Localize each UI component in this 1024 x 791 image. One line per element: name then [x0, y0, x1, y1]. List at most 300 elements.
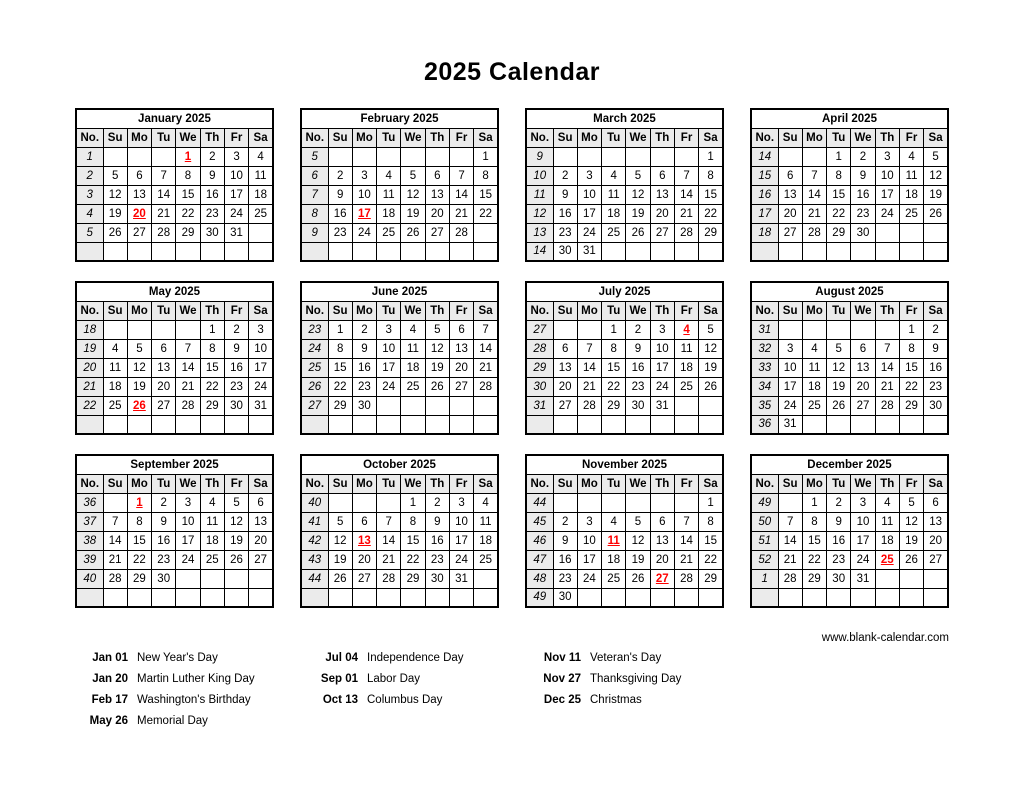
day-cell [577, 493, 601, 512]
day-cell [328, 242, 352, 261]
day-cell: 16 [352, 358, 376, 377]
weekday-header: Mo [352, 128, 376, 147]
month-title: March 2025 [526, 109, 723, 128]
weekday-header: We [401, 474, 425, 493]
day-cell [425, 147, 449, 166]
week-row [76, 415, 273, 434]
day-cell: 18 [602, 550, 626, 569]
watermark-link[interactable]: www.blank-calendar.com [821, 632, 949, 644]
day-cell: 11 [674, 339, 698, 358]
weekday-header: Mo [127, 301, 151, 320]
week-number: 43 [301, 550, 328, 569]
day-cell [401, 415, 425, 434]
weekday-header: We [851, 128, 875, 147]
day-cell: 22 [474, 204, 498, 223]
week-row [526, 242, 723, 261]
day-cell: 8 [699, 166, 723, 185]
month-title: October 2025 [301, 455, 498, 474]
day-cell: 11 [602, 185, 626, 204]
day-cell [674, 147, 698, 166]
holiday-name: Christmas [590, 694, 642, 706]
holiday-date: Oct 13 [322, 694, 358, 706]
weekday-header: Su [778, 128, 802, 147]
week-number: 30 [526, 377, 553, 396]
month-calendar [750, 454, 949, 608]
day-cell [103, 242, 127, 261]
day-cell: 14 [577, 358, 601, 377]
day-cell [674, 415, 698, 434]
day-cell: 4 [899, 147, 923, 166]
day-cell: 22 [127, 550, 151, 569]
weekday-header: Sa [924, 474, 948, 493]
day-cell: 27 [152, 396, 176, 415]
day-cell: 6 [851, 339, 875, 358]
weekday-header: Fr [674, 128, 698, 147]
holiday-day-cell: 27 [650, 569, 674, 588]
week-number: 27 [526, 320, 553, 339]
weekday-header: We [176, 474, 200, 493]
day-cell [827, 588, 851, 607]
weekday-header-row [301, 474, 498, 493]
day-cell: 5 [401, 166, 425, 185]
day-cell: 17 [650, 358, 674, 377]
day-cell: 23 [851, 204, 875, 223]
week-row [301, 550, 498, 569]
week-number: 4 [76, 204, 103, 223]
holiday-day-cell: 20 [127, 204, 151, 223]
day-cell: 7 [474, 320, 498, 339]
day-cell: 22 [699, 204, 723, 223]
weekday-header-row [526, 301, 723, 320]
day-cell: 28 [176, 396, 200, 415]
day-cell: 16 [924, 358, 948, 377]
day-cell: 14 [674, 185, 698, 204]
day-cell: 28 [449, 223, 473, 242]
day-cell: 24 [352, 223, 376, 242]
week-row [301, 147, 498, 166]
day-cell [899, 569, 923, 588]
week-number-header: No. [526, 301, 553, 320]
day-cell: 10 [577, 185, 601, 204]
month-title-row [301, 455, 498, 474]
week-number: 1 [751, 569, 778, 588]
week-number: 50 [751, 512, 778, 531]
week-row [526, 166, 723, 185]
week-number: 13 [526, 223, 553, 242]
day-cell [650, 588, 674, 607]
day-cell [377, 415, 401, 434]
weekday-header: We [851, 474, 875, 493]
week-number: 29 [526, 358, 553, 377]
day-cell: 2 [328, 166, 352, 185]
holiday-item [453, 673, 753, 694]
day-cell: 2 [224, 320, 248, 339]
day-cell [474, 223, 498, 242]
day-cell: 16 [200, 185, 224, 204]
month-calendar [75, 454, 274, 608]
day-cell: 10 [377, 339, 401, 358]
week-row [526, 204, 723, 223]
day-cell: 9 [200, 166, 224, 185]
day-cell: 12 [224, 512, 248, 531]
day-cell: 4 [875, 493, 899, 512]
day-cell: 21 [474, 358, 498, 377]
day-cell: 28 [103, 569, 127, 588]
weekday-header: Sa [249, 301, 273, 320]
day-cell [802, 320, 826, 339]
day-cell: 9 [553, 185, 577, 204]
week-row [526, 531, 723, 550]
week-number: 51 [751, 531, 778, 550]
day-cell: 27 [249, 550, 273, 569]
day-cell: 7 [802, 166, 826, 185]
weekday-header: Su [553, 128, 577, 147]
day-cell: 16 [425, 531, 449, 550]
week-row [526, 339, 723, 358]
day-cell: 6 [553, 339, 577, 358]
day-cell: 9 [152, 512, 176, 531]
day-cell [449, 588, 473, 607]
day-cell: 25 [249, 204, 273, 223]
day-cell: 20 [650, 550, 674, 569]
week-number: 40 [76, 569, 103, 588]
page-title: 2025 Calendar [423, 58, 601, 86]
day-cell: 15 [176, 185, 200, 204]
weekday-header: We [176, 301, 200, 320]
day-cell: 10 [449, 512, 473, 531]
day-cell [602, 415, 626, 434]
day-cell: 23 [328, 223, 352, 242]
day-cell: 30 [152, 569, 176, 588]
day-cell: 6 [650, 166, 674, 185]
day-cell: 22 [827, 204, 851, 223]
day-cell [377, 242, 401, 261]
day-cell: 16 [224, 358, 248, 377]
day-cell [127, 242, 151, 261]
day-cell [176, 320, 200, 339]
day-cell: 19 [626, 550, 650, 569]
day-cell: 1 [699, 493, 723, 512]
day-cell [577, 415, 601, 434]
day-cell: 21 [152, 204, 176, 223]
day-cell: 10 [176, 512, 200, 531]
day-cell: 30 [352, 396, 376, 415]
day-cell [377, 147, 401, 166]
week-number: 42 [301, 531, 328, 550]
day-cell [674, 242, 698, 261]
holiday-date: Jul 04 [325, 652, 358, 664]
day-cell: 16 [553, 204, 577, 223]
week-number: 27 [301, 396, 328, 415]
day-cell [474, 415, 498, 434]
week-number [526, 415, 553, 434]
day-cell: 25 [103, 396, 127, 415]
day-cell: 6 [352, 512, 376, 531]
week-row [751, 204, 948, 223]
day-cell [328, 415, 352, 434]
day-cell [449, 396, 473, 415]
week-row [526, 223, 723, 242]
day-cell: 8 [176, 166, 200, 185]
day-cell: 26 [224, 550, 248, 569]
weekday-header: Fr [674, 301, 698, 320]
weekday-header: Su [103, 474, 127, 493]
day-cell: 15 [699, 185, 723, 204]
month-title: December 2025 [751, 455, 948, 474]
weekday-header: Sa [249, 474, 273, 493]
day-cell [103, 415, 127, 434]
week-row [76, 588, 273, 607]
day-cell [674, 396, 698, 415]
day-cell: 24 [875, 204, 899, 223]
week-row [301, 588, 498, 607]
week-row [76, 377, 273, 396]
day-cell: 15 [474, 185, 498, 204]
weekday-header: Sa [474, 301, 498, 320]
day-cell: 6 [924, 493, 948, 512]
week-number-header: No. [76, 128, 103, 147]
week-row [751, 377, 948, 396]
day-cell: 14 [674, 531, 698, 550]
day-cell [626, 415, 650, 434]
day-cell: 30 [200, 223, 224, 242]
day-cell [152, 588, 176, 607]
day-cell: 19 [401, 204, 425, 223]
day-cell [401, 147, 425, 166]
day-cell: 24 [851, 550, 875, 569]
day-cell [377, 396, 401, 415]
day-cell [249, 569, 273, 588]
weekday-header: Sa [699, 301, 723, 320]
holiday-name: New Year's Day [137, 652, 218, 664]
day-cell: 29 [899, 396, 923, 415]
months-grid [75, 108, 949, 608]
week-row [301, 396, 498, 415]
weekday-header: Tu [377, 128, 401, 147]
day-cell [474, 242, 498, 261]
weekday-header: We [851, 301, 875, 320]
month-title-row [301, 282, 498, 301]
day-cell: 26 [899, 550, 923, 569]
day-cell: 23 [924, 377, 948, 396]
week-row [751, 588, 948, 607]
week-number: 26 [301, 377, 328, 396]
day-cell: 7 [377, 512, 401, 531]
weekday-header: Sa [924, 301, 948, 320]
weekday-header: We [626, 474, 650, 493]
day-cell: 3 [377, 320, 401, 339]
month-title: February 2025 [301, 109, 498, 128]
day-cell [626, 588, 650, 607]
day-cell: 13 [778, 185, 802, 204]
week-number: 24 [301, 339, 328, 358]
day-cell [602, 588, 626, 607]
day-cell: 7 [449, 166, 473, 185]
weekday-header: Th [200, 301, 224, 320]
month-title: November 2025 [526, 455, 723, 474]
day-cell [650, 147, 674, 166]
weekday-header: Tu [602, 128, 626, 147]
holiday-name: Memorial Day [137, 715, 208, 727]
day-cell: 1 [474, 147, 498, 166]
day-cell: 6 [425, 166, 449, 185]
week-row [751, 396, 948, 415]
day-cell: 10 [577, 531, 601, 550]
weekday-header: We [401, 128, 425, 147]
day-cell: 27 [127, 223, 151, 242]
day-cell: 4 [103, 339, 127, 358]
day-cell: 22 [328, 377, 352, 396]
weekday-header: Su [328, 128, 352, 147]
week-number-header: No. [301, 474, 328, 493]
day-cell: 28 [875, 396, 899, 415]
week-number: 18 [751, 223, 778, 242]
day-cell: 26 [626, 223, 650, 242]
month-title: September 2025 [76, 455, 273, 474]
day-cell: 7 [577, 339, 601, 358]
day-cell: 25 [602, 569, 626, 588]
week-number [751, 242, 778, 261]
weekday-header: Tu [377, 301, 401, 320]
day-cell: 18 [103, 377, 127, 396]
day-cell: 29 [200, 396, 224, 415]
day-cell: 4 [602, 512, 626, 531]
day-cell: 18 [674, 358, 698, 377]
day-cell: 20 [425, 204, 449, 223]
day-cell: 3 [176, 493, 200, 512]
day-cell [924, 588, 948, 607]
week-row [751, 550, 948, 569]
day-cell [875, 569, 899, 588]
day-cell [103, 588, 127, 607]
day-cell [328, 493, 352, 512]
day-cell: 5 [127, 339, 151, 358]
day-cell: 17 [377, 358, 401, 377]
day-cell: 22 [802, 550, 826, 569]
weekday-header: Fr [449, 301, 473, 320]
month-title-row [76, 282, 273, 301]
month-calendar [525, 454, 724, 608]
day-cell [875, 223, 899, 242]
day-cell [699, 242, 723, 261]
week-number [76, 415, 103, 434]
weekday-header-row [526, 474, 723, 493]
day-cell: 7 [152, 166, 176, 185]
week-number: 41 [301, 512, 328, 531]
weekday-header: Tu [152, 128, 176, 147]
day-cell: 7 [875, 339, 899, 358]
day-cell: 30 [553, 242, 577, 261]
day-cell: 31 [851, 569, 875, 588]
weekday-header-row [751, 474, 948, 493]
day-cell: 2 [425, 493, 449, 512]
day-cell: 3 [875, 147, 899, 166]
week-number: 28 [526, 339, 553, 358]
day-cell [875, 320, 899, 339]
day-cell: 18 [377, 204, 401, 223]
week-number: 12 [526, 204, 553, 223]
week-number: 23 [301, 320, 328, 339]
day-cell [626, 242, 650, 261]
day-cell: 11 [249, 166, 273, 185]
week-row [751, 415, 948, 434]
day-cell: 29 [699, 223, 723, 242]
day-cell [577, 588, 601, 607]
day-cell [474, 588, 498, 607]
day-cell: 16 [827, 531, 851, 550]
day-cell: 8 [328, 339, 352, 358]
day-cell [924, 569, 948, 588]
week-number: 47 [526, 550, 553, 569]
day-cell [249, 242, 273, 261]
holiday-date: Feb 17 [91, 694, 128, 706]
week-row [751, 531, 948, 550]
day-cell: 30 [626, 396, 650, 415]
week-number: 10 [526, 166, 553, 185]
day-cell [449, 242, 473, 261]
month-calendar [525, 281, 724, 435]
day-cell [778, 147, 802, 166]
week-number [301, 415, 328, 434]
day-cell [425, 396, 449, 415]
day-cell: 18 [899, 185, 923, 204]
week-number: 31 [751, 320, 778, 339]
day-cell: 15 [827, 185, 851, 204]
week-row [76, 339, 273, 358]
week-row [526, 185, 723, 204]
day-cell: 10 [778, 358, 802, 377]
day-cell: 19 [924, 185, 948, 204]
day-cell: 25 [899, 204, 923, 223]
day-cell: 12 [127, 358, 151, 377]
day-cell [802, 242, 826, 261]
day-cell: 22 [401, 550, 425, 569]
day-cell: 18 [875, 531, 899, 550]
week-number [76, 242, 103, 261]
weekday-header: Tu [377, 474, 401, 493]
week-number: 1 [76, 147, 103, 166]
weekday-header: Mo [802, 474, 826, 493]
month-title-row [751, 282, 948, 301]
week-row [526, 358, 723, 377]
day-cell: 27 [425, 223, 449, 242]
day-cell: 15 [401, 531, 425, 550]
day-cell [449, 147, 473, 166]
day-cell: 29 [127, 569, 151, 588]
day-cell: 9 [626, 339, 650, 358]
week-number: 7 [301, 185, 328, 204]
day-cell: 25 [674, 377, 698, 396]
holiday-date: Jan 01 [92, 652, 128, 664]
week-row [751, 358, 948, 377]
weekday-header: Tu [602, 474, 626, 493]
week-number: 22 [76, 396, 103, 415]
day-cell [474, 569, 498, 588]
week-number: 14 [526, 242, 553, 261]
month-title: January 2025 [76, 109, 273, 128]
day-cell: 9 [553, 531, 577, 550]
day-cell: 6 [778, 166, 802, 185]
day-cell: 1 [401, 493, 425, 512]
day-cell [577, 320, 601, 339]
week-number-header: No. [301, 128, 328, 147]
holiday-name: Columbus Day [367, 694, 443, 706]
weekday-header: We [176, 128, 200, 147]
day-cell [152, 415, 176, 434]
day-cell: 27 [352, 569, 376, 588]
day-cell [328, 588, 352, 607]
week-row [76, 223, 273, 242]
